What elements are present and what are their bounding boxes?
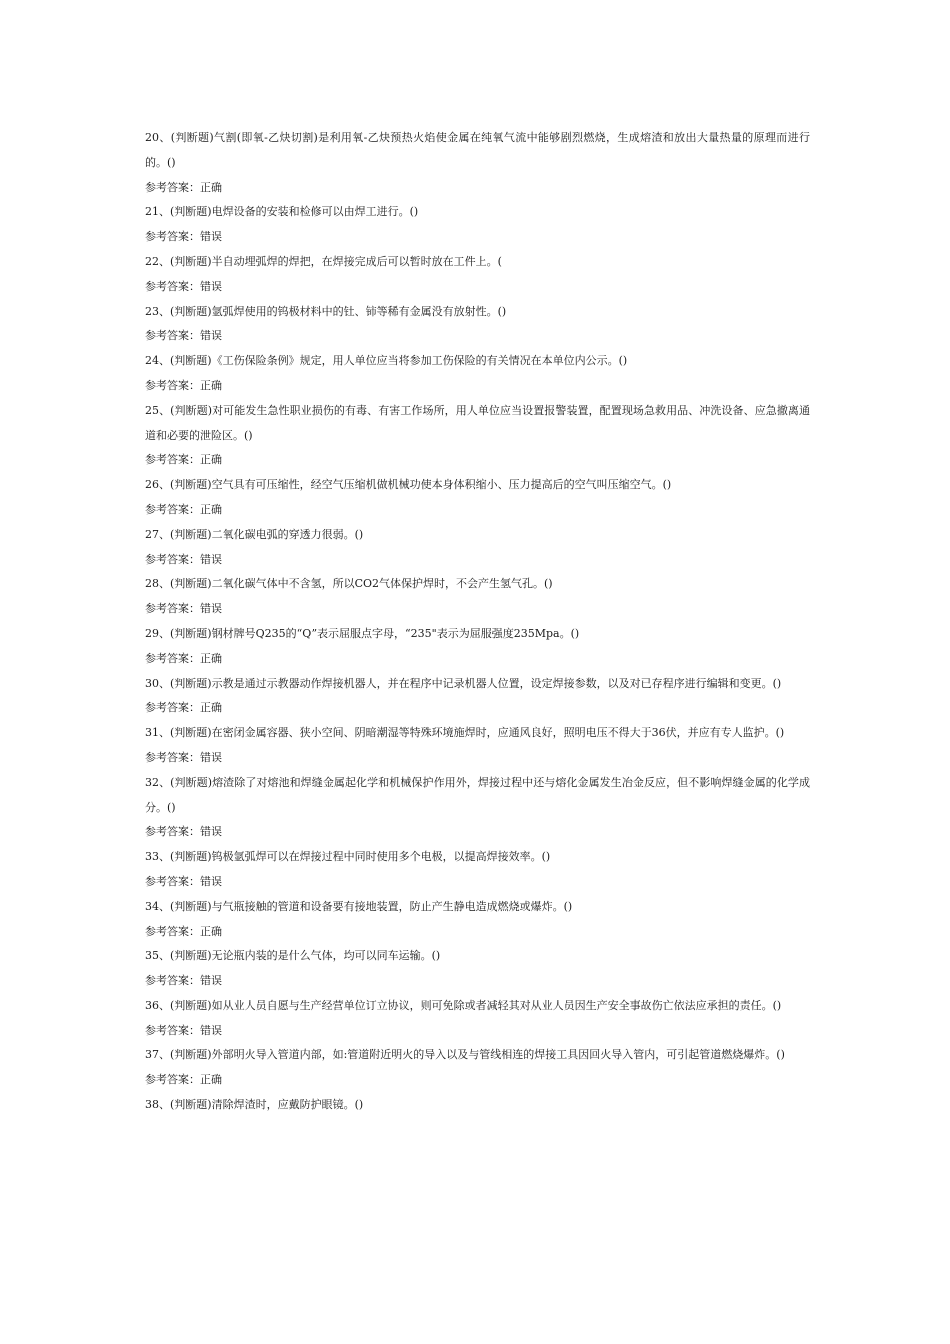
answer-text: 参考答案：正确 <box>145 378 222 392</box>
answer-text: 参考答案：正确 <box>145 453 222 467</box>
answer-text: 参考答案：错误 <box>145 974 222 988</box>
question-list <box>145 126 810 1118</box>
question-text: 30、(判断题)示教是通过示教器动作焊接机器人，并在程序中记录机器人位置，设定焊接参数，以及对已存程序进行编辑和变更。() <box>145 676 782 690</box>
answer-text: 参考答案：错误 <box>145 602 222 616</box>
answer-text: 参考答案：正确 <box>145 502 222 516</box>
answer-text: 参考答案：错误 <box>145 552 222 566</box>
question-text: 34、(判断题)与气瓶接触的管道和设备要有接地装置，防止产生静电造成燃烧或爆炸。() <box>145 899 573 913</box>
question-text: 38、(判断题)清除焊渣时，应戴防护眼镜。() <box>145 1098 364 1112</box>
answer-text: 参考答案：正确 <box>145 651 222 665</box>
question-text: 20、(判断题)气割(即氧-乙炔切割)是利用氧-乙炔预热火焰使金属在纯氧气流中能够剧烈燃烧，生成熔渣和放出大量热量的原理而进行的。() <box>145 131 810 169</box>
question-text: 31、(判断题)在密闭金属容器、狭小空间、阴暗潮湿等特殊环境施焊时，应通风良好，照明电压不得大于36伏，并应有专人监护。() <box>145 726 785 740</box>
question-text: 35、(判断题)无论瓶内装的是什么气体，均可以同车运输。() <box>145 949 441 963</box>
answer-text: 参考答案：正确 <box>145 1073 222 1087</box>
question-text: 32、(判断题)熔渣除了对熔池和焊缝金属起化学和机械保护作用外，焊接过程中还与熔化金属发生冶金反应，但不影响焊缝金属的化学成分。() <box>145 775 810 814</box>
answer-text: 参考答案：正确 <box>145 701 222 715</box>
question-text: 27、(判断题)二氧化碳电弧的穿透力很弱。() <box>145 527 364 541</box>
question-text: 37、(判断题)外部明火导入管道内部，如:管道附近明火的导入以及与管线相连的焊接工具因回火导入管内，可引起管道燃烧爆炸。() <box>145 1048 785 1062</box>
answer-text: 参考答案：错误 <box>145 825 222 839</box>
answer-text: 参考答案：错误 <box>145 279 222 293</box>
answer-text: 参考答案：错误 <box>145 329 222 343</box>
question-text: 26、(判断题)空气具有可压缩性，经空气压缩机做机械功使本身体积缩小、压力提高后的空气叫压缩空气。() <box>145 478 672 492</box>
answer-text: 参考答案：正确 <box>145 924 222 938</box>
question-text: 36、(判断题)如从业人员自愿与生产经营单位订立协议，则可免除或者减轻其对从业人员因生产安全事故伤亡依法应承担的责任。() <box>145 998 782 1012</box>
question-text: 23、(判断题)氩弧焊使用的钨极材料中的钍、铈等稀有金属没有放射性。() <box>145 304 507 318</box>
question-text: 28、(判断题)二氧化碳气体中不含氢，所以CO2气体保护焊时，不会产生氢气孔。() <box>145 577 553 591</box>
question-text: 24、(判断题)《工伤保险条例》规定，用人单位应当将参加工伤保险的有关情况在本单位内公示。() <box>145 354 628 368</box>
question-text: 25、(判断题)对可能发生急性职业损伤的有毒、有害工作场所，用人单位应当设置报警装置，配置现场急救用品、冲洗设备、应急撤离通道和必要的泄险区。() <box>145 403 810 442</box>
question-text: 29、(判断题)钢材牌号Q235的“Q”表示屈服点字母，“235"表示为屈服强度235Mpa。() <box>145 626 580 640</box>
question-text: 22、(判断题)半自动埋弧焊的焊把，在焊接完成后可以暂时放在工件上。( <box>145 254 502 268</box>
document-page <box>145 126 810 1118</box>
answer-text: 参考答案：错误 <box>145 1023 222 1037</box>
answer-text: 参考答案：错误 <box>145 230 222 244</box>
answer-text: 参考答案：错误 <box>145 874 222 888</box>
answer-text: 参考答案：错误 <box>145 750 222 764</box>
question-text: 21、(判断题)电焊设备的安装和检修可以由焊工进行。() <box>145 205 419 219</box>
question-text: 33、(判断题)钨极氩弧焊可以在焊接过程中同时使用多个电极，以提高焊接效率。() <box>145 850 551 864</box>
answer-text: 参考答案：正确 <box>145 180 222 194</box>
